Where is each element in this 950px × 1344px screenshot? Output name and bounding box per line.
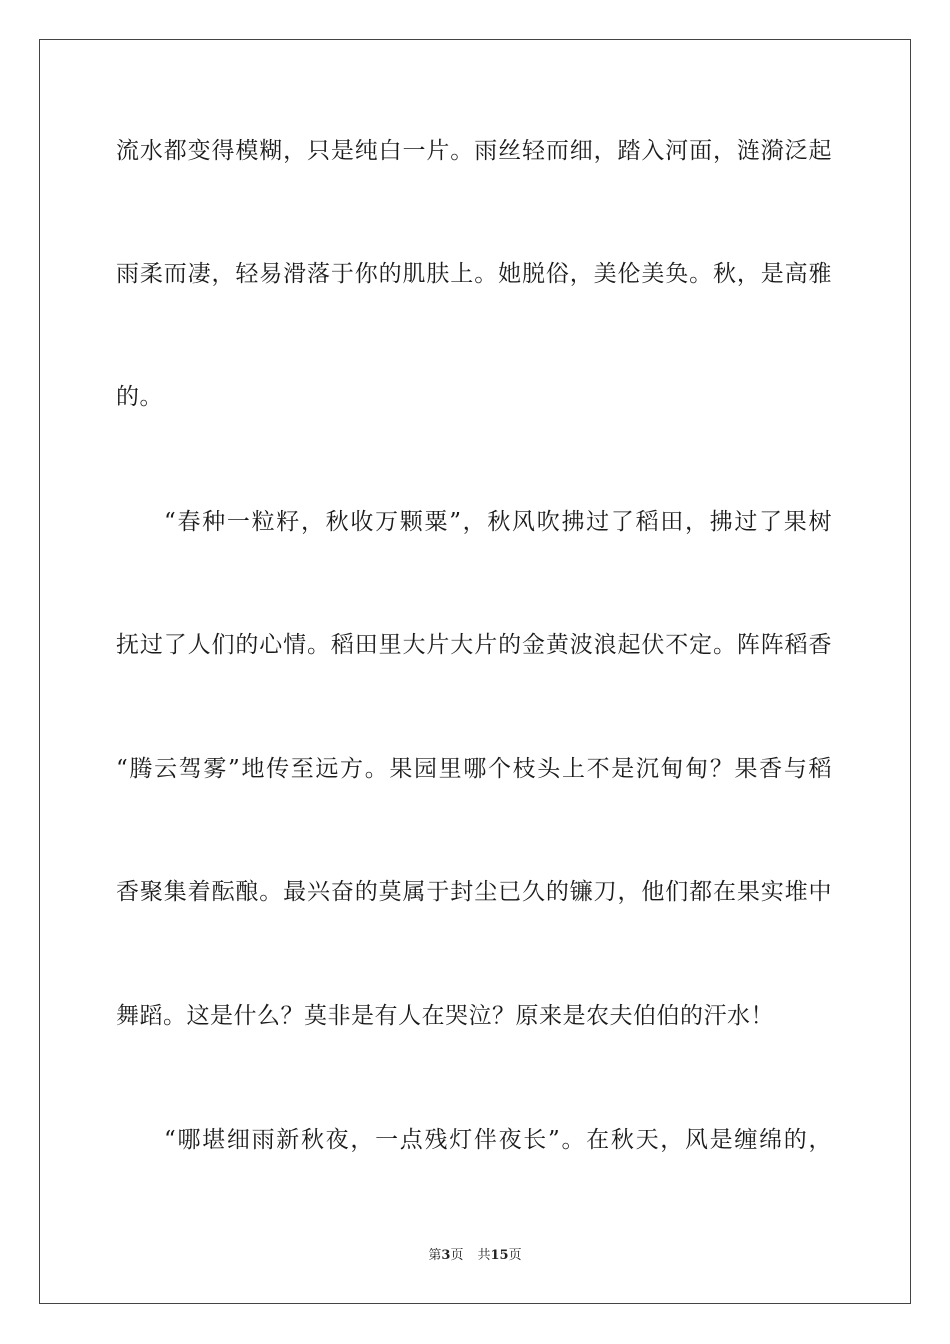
page-suffix: 页 xyxy=(450,1248,464,1263)
page-footer xyxy=(0,1247,950,1265)
page-border xyxy=(39,39,911,1304)
text-line: 香聚集着酝酿。最兴奋的莫属于封尘已久的镰刀，他们都在果实堆中 xyxy=(116,879,832,905)
text-line: 雨柔而凄，轻易滑落于你的肌肤上。她脱俗，美伦美奂。秋，是高雅 xyxy=(116,261,832,287)
page-number: 3 xyxy=(441,1248,451,1263)
text-line: “春种一粒籽，秋收万颗粟”，秋风吹拂过了稻田，拂过了果树 xyxy=(164,509,832,535)
text-line: 的。 xyxy=(116,384,163,410)
total-pages: 15 xyxy=(490,1248,509,1263)
text-line: 舞蹈。这是什么？莫非是有人在哭泣？原来是农夫伯伯的汗水！ xyxy=(116,1003,774,1029)
text-line: “腾云驾雾”地传至远方。果园里哪个枝头上不是沉甸甸？果香与稻 xyxy=(116,756,832,782)
text-line: “哪堪细雨新秋夜，一点残灯伴夜长”。在秋天，风是缠绵的， xyxy=(164,1127,832,1153)
text-line: 流水都变得模糊，只是纯白一片。雨丝轻而细，踏入河面，涟漪泛起 xyxy=(116,138,832,164)
page-prefix: 第 xyxy=(428,1248,442,1263)
total-prefix: 共 xyxy=(477,1248,491,1263)
text-line: 抚过了人们的心情。稻田里大片大片的金黄波浪起伏不定。阵阵稻香 xyxy=(116,632,832,658)
total-suffix: 页 xyxy=(508,1248,522,1263)
